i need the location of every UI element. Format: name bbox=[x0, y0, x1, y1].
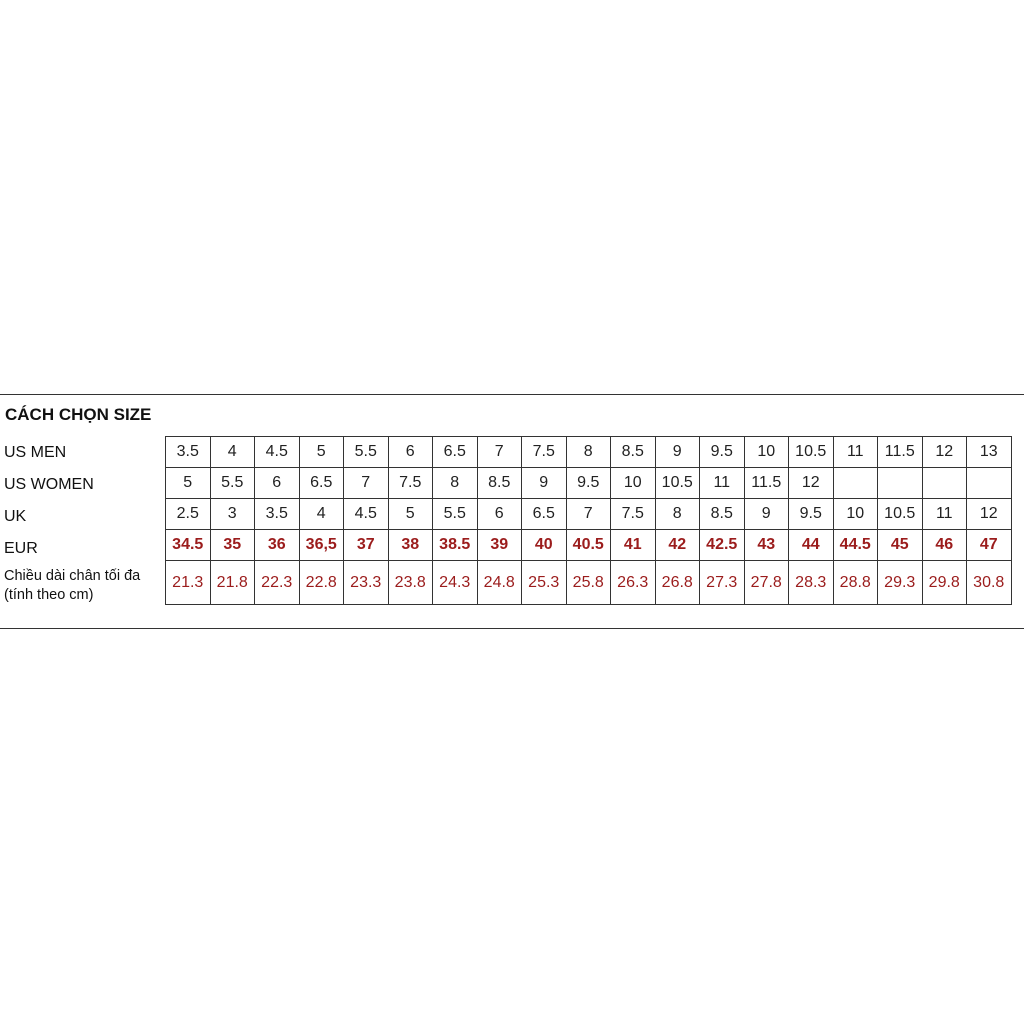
table-cell: 9.5 bbox=[566, 468, 611, 499]
table-cell: 42.5 bbox=[700, 530, 745, 561]
table-cell: 25.3 bbox=[522, 561, 567, 605]
table-cell: 5.5 bbox=[433, 499, 478, 530]
table-cell: 3.5 bbox=[166, 437, 211, 468]
table-cell: 4.5 bbox=[255, 437, 300, 468]
table-cell: 10 bbox=[744, 437, 789, 468]
table-cell: 6.5 bbox=[522, 499, 567, 530]
table-row-eur bbox=[166, 530, 1012, 561]
table-cell: 40 bbox=[522, 530, 567, 561]
table-cell: 12 bbox=[789, 468, 834, 499]
table-cell: 35 bbox=[210, 530, 255, 561]
table-cell: 43 bbox=[744, 530, 789, 561]
table-cell: 4.5 bbox=[344, 499, 389, 530]
table-cell: 7 bbox=[566, 499, 611, 530]
table-cell: 9.5 bbox=[789, 499, 834, 530]
row-label-eur: EUR bbox=[4, 540, 38, 557]
table-cell: 23.3 bbox=[344, 561, 389, 605]
table-cell: 10.5 bbox=[655, 468, 700, 499]
table-cell: 30.8 bbox=[967, 561, 1012, 605]
table-cell: 7.5 bbox=[388, 468, 433, 499]
table-cell: 24.3 bbox=[433, 561, 478, 605]
table-cell: 12 bbox=[967, 499, 1012, 530]
table-cell: 46 bbox=[922, 530, 967, 561]
table-row-uk bbox=[166, 499, 1012, 530]
table-cell: 28.8 bbox=[833, 561, 878, 605]
table-cell: 41 bbox=[611, 530, 656, 561]
table-cell: 9.5 bbox=[700, 437, 745, 468]
table-cell: 26.3 bbox=[611, 561, 656, 605]
table-row-us-men bbox=[166, 437, 1012, 468]
page-title: CÁCH CHỌN SIZE bbox=[5, 405, 152, 424]
table-cell: 6 bbox=[388, 437, 433, 468]
table-cell: 24.8 bbox=[477, 561, 522, 605]
table-cell: 9 bbox=[744, 499, 789, 530]
table-cell: 4 bbox=[210, 437, 255, 468]
table-cell: 23.8 bbox=[388, 561, 433, 605]
size-chart-table bbox=[165, 436, 1012, 605]
bottom-divider bbox=[0, 628, 1024, 629]
table-cell: 26.8 bbox=[655, 561, 700, 605]
table-cell: 10 bbox=[611, 468, 656, 499]
table-cell: 28.3 bbox=[789, 561, 834, 605]
table-cell: 8.5 bbox=[611, 437, 656, 468]
table-cell: 5.5 bbox=[344, 437, 389, 468]
table-cell: 7 bbox=[477, 437, 522, 468]
row-label-uk: UK bbox=[4, 508, 27, 525]
row-label-us-men: US MEN bbox=[4, 444, 67, 461]
table-cell: 22.3 bbox=[255, 561, 300, 605]
table-cell: 47 bbox=[967, 530, 1012, 561]
table-cell: 36,5 bbox=[299, 530, 344, 561]
table-cell: 11 bbox=[700, 468, 745, 499]
table-cell: 10 bbox=[833, 499, 878, 530]
table-cell: 8 bbox=[655, 499, 700, 530]
table-cell: 27.3 bbox=[700, 561, 745, 605]
table-cell: 8 bbox=[566, 437, 611, 468]
table-cell: 36 bbox=[255, 530, 300, 561]
table-row-us-women bbox=[166, 468, 1012, 499]
table-cell: 7 bbox=[344, 468, 389, 499]
table-cell: 11 bbox=[922, 499, 967, 530]
table-cell: 8.5 bbox=[477, 468, 522, 499]
table-cell: 5 bbox=[299, 437, 344, 468]
table-cell: 37 bbox=[344, 530, 389, 561]
table-row-foot-length bbox=[166, 561, 1012, 605]
row-label-foot-length-line2: (tính theo cm) bbox=[4, 587, 94, 603]
table-cell: 40.5 bbox=[566, 530, 611, 561]
table-cell: 7.5 bbox=[522, 437, 567, 468]
table-cell: 3 bbox=[210, 499, 255, 530]
table-cell: 6.5 bbox=[299, 468, 344, 499]
row-label-foot-length-line1: Chiều dài chân tối đa bbox=[4, 568, 141, 584]
table-cell: 9 bbox=[522, 468, 567, 499]
table-cell: 5.5 bbox=[210, 468, 255, 499]
table-cell: 6 bbox=[255, 468, 300, 499]
table-cell: 29.8 bbox=[922, 561, 967, 605]
table-cell: 39 bbox=[477, 530, 522, 561]
table-cell: 44 bbox=[789, 530, 834, 561]
table-cell: 42 bbox=[655, 530, 700, 561]
table-cell: 5 bbox=[166, 468, 211, 499]
table-cell: 22.8 bbox=[299, 561, 344, 605]
table-cell: 5 bbox=[388, 499, 433, 530]
row-label-us-women: US WOMEN bbox=[4, 476, 94, 493]
table-cell: 27.8 bbox=[744, 561, 789, 605]
table-cell: 38.5 bbox=[433, 530, 478, 561]
table-cell: 34.5 bbox=[166, 530, 211, 561]
table-cell: 8.5 bbox=[700, 499, 745, 530]
table-cell: 21.3 bbox=[166, 561, 211, 605]
table-cell: 7.5 bbox=[611, 499, 656, 530]
table-cell bbox=[878, 468, 923, 499]
table-cell: 29.3 bbox=[878, 561, 923, 605]
table-cell: 6.5 bbox=[433, 437, 478, 468]
table-cell: 45 bbox=[878, 530, 923, 561]
row-label-foot-length bbox=[4, 567, 140, 605]
table-cell bbox=[967, 468, 1012, 499]
table-cell: 3.5 bbox=[255, 499, 300, 530]
top-divider bbox=[0, 394, 1024, 395]
table-cell: 38 bbox=[388, 530, 433, 561]
table-cell: 25.8 bbox=[566, 561, 611, 605]
table-cell: 11.5 bbox=[744, 468, 789, 499]
table-cell: 11.5 bbox=[878, 437, 923, 468]
table-cell: 8 bbox=[433, 468, 478, 499]
table-cell: 2.5 bbox=[166, 499, 211, 530]
table-cell: 10.5 bbox=[878, 499, 923, 530]
table-cell: 13 bbox=[967, 437, 1012, 468]
table-cell: 4 bbox=[299, 499, 344, 530]
table-cell: 11 bbox=[833, 437, 878, 468]
table-cell: 12 bbox=[922, 437, 967, 468]
table-cell: 6 bbox=[477, 499, 522, 530]
table-cell: 9 bbox=[655, 437, 700, 468]
table-cell: 10.5 bbox=[789, 437, 834, 468]
table-cell bbox=[922, 468, 967, 499]
table-cell: 21.8 bbox=[210, 561, 255, 605]
table-cell: 44.5 bbox=[833, 530, 878, 561]
table-cell bbox=[833, 468, 878, 499]
